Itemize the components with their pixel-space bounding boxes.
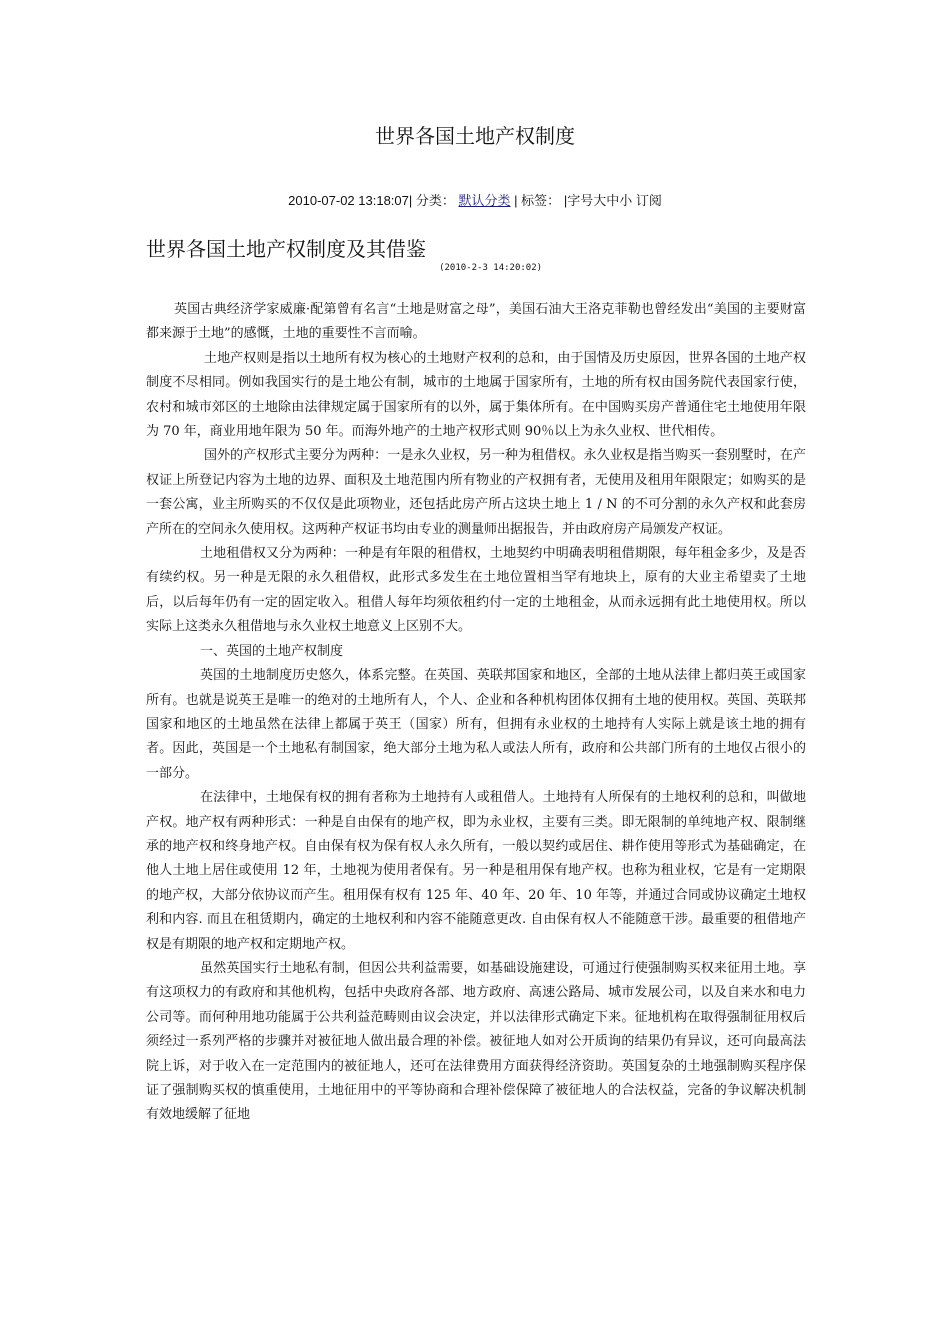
paragraph: 英国的土地制度历史悠久，体系完整。在英国、英联邦国家和地区，全部的土地从法律上都归英王或国家所有。也就是说英王是唯一的绝对的土地所有人，个人、企业和各种机构团体仅拥有土地的使用权。英国、英联邦国家和地区的土地虽然在法律上都属于英王（国家）所有，但拥有永业权的土地持有人实际上就是该土地的拥有者。因此，英国是一个土地私有制国家，绝大部分土地为私人或法人所有，政府和公共部门所有的土地仅占很小的一部分。 (146, 668, 806, 781)
paragraph: 土地租借权又分为两种：一种是有年限的租借权，土地契约中明确表明租借期限，每年租金多少，及是否有续约权。另一种是无限的永久租借权，此形式多发生在土地位置相当罕有地块上，原有的大业主希望卖了土地后，以后每年仍有一定的固定收入。租借人每年均须依租约付一定的土地租金，从而永远拥有此土地使用权。所以实际上这类永久租借地与永久业权土地意义上区别不大。 (146, 546, 806, 635)
meta-separator: | (514, 193, 518, 208)
page-title: 世界各国土地产权制度 (375, 124, 575, 148)
post-datetime: 2010-07-02 13:18:07| (288, 193, 413, 208)
article-date: (2010-2-3 14:20:02) (439, 263, 543, 273)
article-header (146, 236, 826, 273)
subscribe-link[interactable]: 订阅 (635, 193, 662, 208)
paragraph: 土地产权则是指以土地所有权为核心的土地财产权利的总和，由于国情及历史原因，世界各国的土地产权制度不尽相同。例如我国实行的是土地公有制，城市的土地属于国家所有，土地的所有权由国务院代表国家行使，农村和城市郊区的土地除由法律规定属于国家所有的以外，属于集体所有。在中国购买房产普通住宅土地使用年限为 70 年，商业用地年限为 50 年。而海外地产的土地产权形式则 90％以上为永久业权、世代相传。 (146, 350, 806, 440)
paragraph: 虽然英国实行土地私有制，但因公共利益需要，如基础设施建设，可通过行使强制购买权来征用土地。享有这项权力的有政府和其他机构，包括中央政府各部、地方政府、高速公路局、城市发展公司，以及自来水和电力公司等。而何种用地功能属于公共利益范畴则由议会决定，并以法律形式确定下来。征地机构在取得强制征用权后须经过一系列严格的步骤并对被征地人做出最合理的补偿。被征地人如对公开质询的结果仍有异议，还可向最高法院上诉，对于收入在一定范围内的被征地人，还可在法律费用方面获得经济资助。英国复杂的土地强制购买程序保证了强制购买权的慎重使用，土地征用中的平等协商和合理补偿保障了被征地人的合法权益，完备的争议解决机制有效地缓解了征地 (146, 960, 806, 1123)
category-label: 分类： (415, 193, 455, 208)
paragraph: 国外的产权形式主要分为两种：一是永久业权，另一种为租借权。永久业权是指当购买一套别墅时，在产权证上所登记内容为土地的边界、面积及土地范围内所有物业的产权拥有者，无使用及租用年限限定；如购买的是一套公寓，业主所购买的不仅仅是此项物业，还包括此房产所占这块土地上 1 / N 的不可分割的永久产权和此套房产所在的空间永久使用权。这两种产权证书均由专业的测量师出据报告，并由政府房产局颁发产权证。 (146, 448, 806, 537)
paragraph: 在法律中，土地保有权的拥有者称为土地持有人或租借人。土地持有人所保有的土地权利的总和，叫做地产权。地产权有两种形式：一种是自由保有的地产权，即为永业权，主要有三类。即无限制的单纯地产权、限制继承的地产权和终身地产权。自由保有权为保有权人永久所有，一般以契约或居住、耕作使用等形式为基础确定，在他人土地上居住或使用 12 年，土地视为使用者保有。另一种是租用保有地产权。也称为租业权，它是有一定期限的地产权，大部分依协议而产生。租用保有权有 125 年、40 年、20 年、10 年等，并通过合同或协议确定土地权利和内容. 而且在租赁期内，确定的土地权利和内容不能随意更改. 自由保有权人不能随意干涉。最重要的租借地产权是有期限的地产权和定期地产权。 (146, 790, 806, 952)
tags-label: 标签： (521, 193, 561, 208)
article-body (146, 298, 806, 1128)
paragraph: 英国古典经济学家威廉·配第曾有名言“土地是财富之母”，美国石油大王洛克菲勒也曾经发出“美国的主要财富都来源于土地”的感慨，土地的重要性不言而喻。 (146, 302, 806, 342)
post-meta (0, 192, 950, 210)
font-size-controls[interactable]: |字号大中小 (563, 193, 633, 208)
section-heading: 一、英国的土地产权制度 (200, 643, 344, 659)
category-link[interactable]: 默认分类 (458, 193, 511, 208)
article-title: 世界各国土地产权制度及其借鉴 (146, 237, 426, 261)
